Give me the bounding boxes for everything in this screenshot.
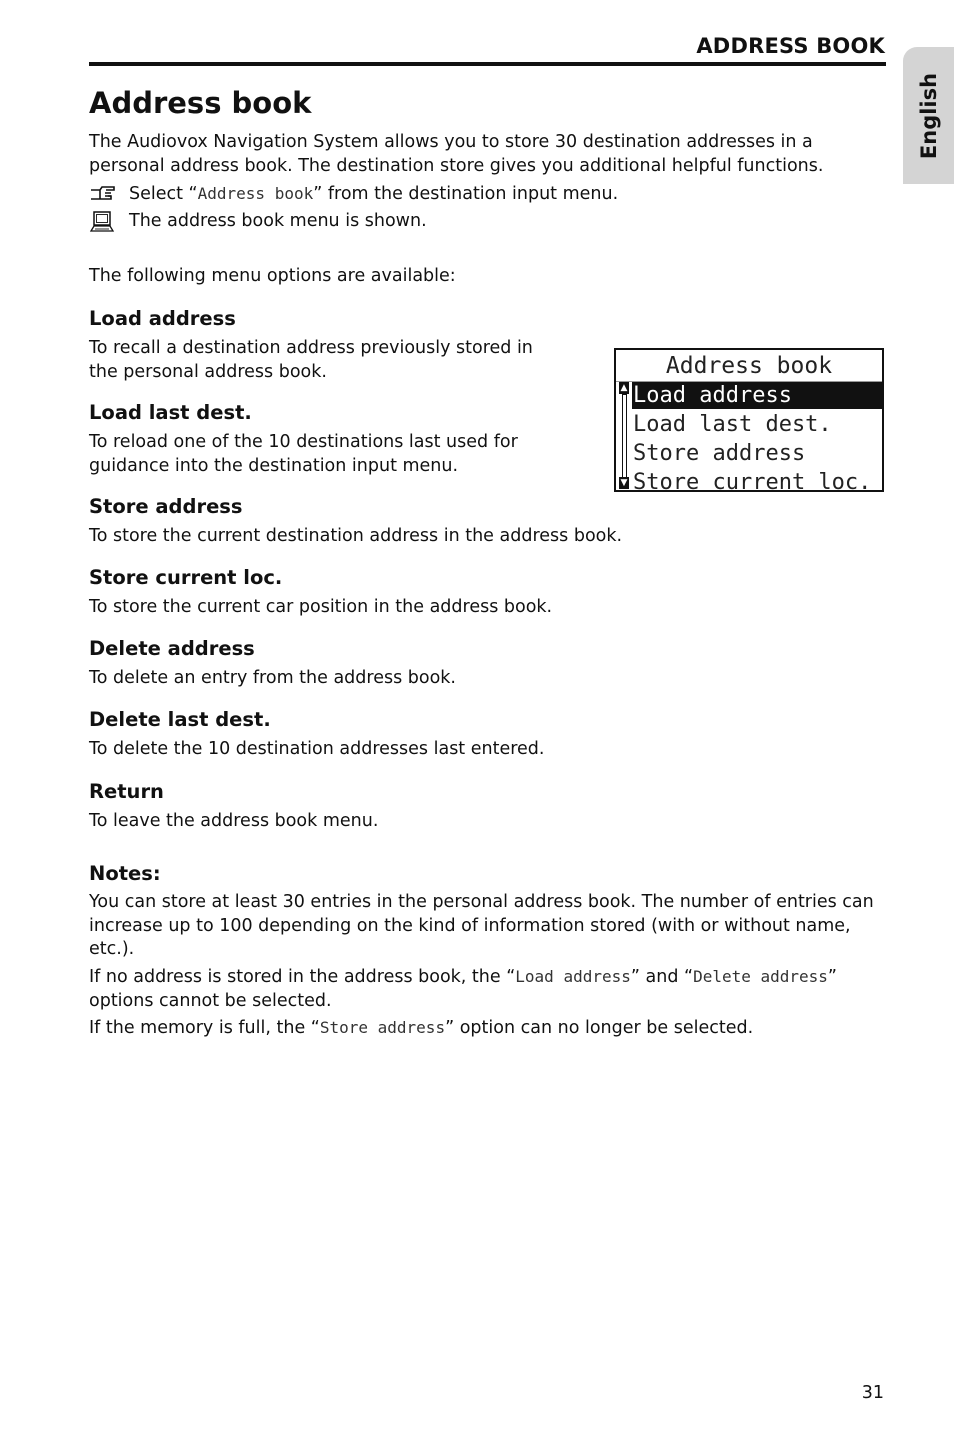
instruction-pre: Select “ <box>129 184 198 204</box>
section-title: ADDRESS BOOK <box>696 34 885 58</box>
language-tab <box>903 47 954 184</box>
option-desc-load-last-dest: To reload one of the 10 destinations last used for guidance into the destination input menu. <box>89 432 518 476</box>
lcd-item-store-address: Store address <box>633 441 806 466</box>
note-2-post: ” options cannot be selected. <box>89 967 837 1011</box>
header-rule <box>89 62 886 66</box>
scroll-down-arrow-icon: ▼ <box>620 478 628 488</box>
note-3 <box>89 1016 879 1041</box>
option-desc-return: To leave the address book menu. <box>89 811 379 831</box>
option-title-load-last-dest: Load last dest. <box>89 401 252 424</box>
option-desc-store-address: To store the current destination address in the address book. <box>89 526 623 546</box>
option-desc-delete-last-dest: To delete the 10 destination addresses last entered. <box>89 739 545 759</box>
note-2-code-load: Load address <box>515 967 631 986</box>
option-title-store-current-loc: Store current loc. <box>89 566 283 589</box>
option-desc-load-address: To recall a destination address previously stored in the personal address book. <box>89 338 533 382</box>
lcd-address-book-menu <box>614 348 884 495</box>
option-title-return: Return <box>89 780 164 803</box>
note-2-code-delete: Delete address <box>693 967 828 986</box>
language-tab-label: English <box>916 72 941 159</box>
option-title-load-address: Load address <box>89 307 236 330</box>
page-title: Address book <box>89 86 312 120</box>
note-2-pre: If no address is stored in the address book, the “ <box>89 967 516 987</box>
intro-text: The Audiovox Navigation System allows you to store 30 destination addresses in a personal address book. The destination store gives you additional helpful functions. <box>89 132 824 176</box>
monitor-icon <box>89 210 117 233</box>
note-3-pre: If the memory is full, the “ <box>89 1018 320 1038</box>
option-desc-store-current-loc: To store the current car position in the address book. <box>89 597 553 617</box>
page-number: 31 <box>861 1383 884 1403</box>
lcd-title: Address book <box>665 353 833 379</box>
scroll-up-arrow-icon: ▲ <box>620 383 628 393</box>
scroll-track <box>622 394 627 479</box>
note-3-code: Store address <box>319 1018 446 1037</box>
note-2 <box>89 965 879 1013</box>
options-intro: The following menu options are available: <box>89 266 456 286</box>
instruction-post: ” from the destination input menu. <box>313 184 619 204</box>
option-title-delete-address: Delete address <box>89 637 255 660</box>
note-3-post: ” option can no longer be selected. <box>445 1018 754 1038</box>
instruction-code: Address book <box>197 184 314 203</box>
pointing-hand-icon <box>89 182 117 205</box>
lcd-scrollbar <box>619 382 629 489</box>
option-desc-delete-address: To delete an entry from the address book. <box>89 668 456 688</box>
instruction-text <box>129 182 618 206</box>
note-2-mid: ” and “ <box>630 967 694 987</box>
notes-title: Notes: <box>89 862 161 885</box>
option-title-delete-last-dest: Delete last dest. <box>89 708 271 731</box>
lcd-item-load-last-dest: Load last dest. <box>633 412 832 437</box>
option-title-store-address: Store address <box>89 495 243 518</box>
result-text: The address book menu is shown. <box>129 211 427 231</box>
lcd-item-load-address: Load address <box>632 382 882 409</box>
lcd-item-store-current-loc: Store current loc. <box>633 470 872 495</box>
note-1: You can store at least 30 entries in the personal address book. The number of entries can increase up to 100 depending on the kind of information stored (with or without name, etc.). <box>89 892 874 959</box>
